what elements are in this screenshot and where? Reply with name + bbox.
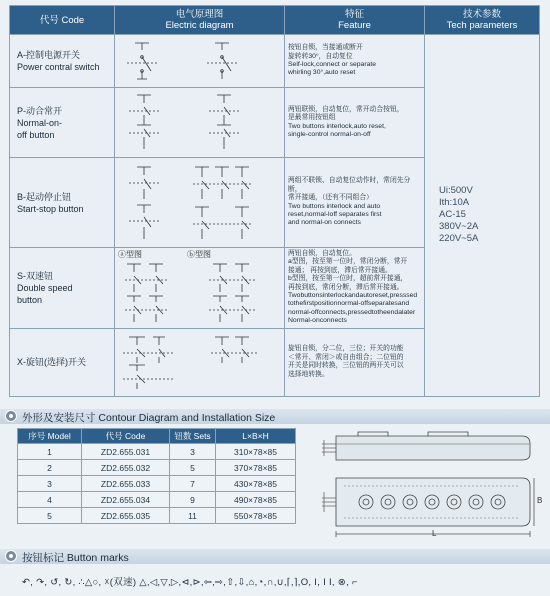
feature-text: 旋钮自锁，分二位，三位；开关的功能 ＜常开、常闭＞或自由组合；二位钮的 开关是同时转换，三位钮的两开关可以 选择地转换。 bbox=[285, 328, 425, 396]
header-diagram: 电气原理图 Electric diagram bbox=[115, 6, 285, 35]
table-row: 4 ZD2.655.034 9 490×78×85 bbox=[18, 492, 296, 508]
row-code: P-动合常开 Normal-on- off button bbox=[10, 88, 115, 158]
row-code: S-双速钮 Double speed button bbox=[10, 248, 115, 329]
electric-diagram bbox=[115, 328, 285, 396]
section-title: 外形及安装尺寸 Contour Diagram and Installation Size bbox=[22, 412, 276, 424]
bullet-icon bbox=[5, 410, 17, 422]
header-feature: 特征 Feature bbox=[285, 6, 425, 35]
header-tech: 技术参数 Tech parameters bbox=[425, 6, 540, 35]
dims-header: L×B×H bbox=[216, 429, 296, 444]
electric-diagram bbox=[115, 35, 285, 88]
feature-text: 两组不联锁、自动复位动作时，常闭先分断， 常开接通，（还有不同组合） Two buttons interlock and auto reset,normal-loff separates first and normal-on connects bbox=[285, 158, 425, 248]
contour-drawing bbox=[318, 426, 543, 544]
diagram-label-b: ⓑ型图 bbox=[187, 250, 211, 259]
electric-diagram bbox=[115, 158, 285, 248]
table-row: 1 ZD2.655.031 3 310×78×85 bbox=[18, 444, 296, 460]
tech-parameters: Ui:500V Ith:10A AC-15 380V~2A 220V~5A bbox=[425, 35, 540, 397]
diagram-label-a: ⓐ型图 bbox=[118, 250, 142, 259]
bullet-icon bbox=[5, 550, 17, 562]
table-row: 2 ZD2.655.032 5 370×78×85 bbox=[18, 460, 296, 476]
table-row: 3 ZD2.655.033 7 430×78×85 bbox=[18, 476, 296, 492]
row-code: X-旋钮(选择)开关 bbox=[10, 328, 115, 396]
table-row: 5 ZD2.655.035 11 550×78×85 bbox=[18, 508, 296, 524]
contour-section-header bbox=[0, 409, 550, 424]
section-title: 按钮标记 Button marks bbox=[22, 552, 129, 564]
row-code: B-起动停止钮 Start-stop button bbox=[10, 158, 115, 248]
feature-text: 按钮自锁，当接通或断开 旋转转30°，自动复位 Self-lock,connect or separate whirling 30°,auto reset bbox=[285, 35, 425, 88]
electric-diagram bbox=[115, 248, 285, 329]
dims-header: 钮数 Sets bbox=[170, 429, 216, 444]
feature-text: 两钮自锁，自动复位。 a型图，按至第一位时，常闭分断，常开 接通； 再按到底，滞后常开接通。 b型图，按至第一位时，超前常开接通， 再按到底，常闭分断，滞后常开接通。 Twobuttonsinterlockandautoreset,presssed tothefirstpositionnormal-offseparatesand normal-offconnects,pressedtotheendalater Normal-onconnects bbox=[285, 248, 425, 329]
dimensions-table bbox=[17, 428, 296, 524]
dims-header: 序号 Model bbox=[18, 429, 82, 444]
header-code: 代号 Code bbox=[10, 6, 115, 35]
feature-text: 两钮联锁，自动复位，常开动合按钮， 是最常用按钮组 Two buttons interlock,auto reset, single-control normal-on-off bbox=[285, 88, 425, 158]
dimension-label-length: L bbox=[432, 529, 437, 538]
button-marks-section-header bbox=[0, 549, 550, 564]
dims-header: 代号 Code bbox=[82, 429, 170, 444]
spec-table bbox=[9, 5, 540, 397]
electric-diagram bbox=[115, 88, 285, 158]
button-marks-list: ↶, ↷, ↺, ↻, ∴△○, ☓(双速) △,◁,▽,▷,⊲,⊳,⇦,⇨,⇧,⇩,⌂,◔,∩,∪,⌈,⌉,O, I, I I, ⊗, ⌐ bbox=[22, 577, 358, 588]
row-code: A-控制电源开关 Power contral switch bbox=[10, 35, 115, 88]
dimension-label-width: B bbox=[537, 496, 543, 505]
